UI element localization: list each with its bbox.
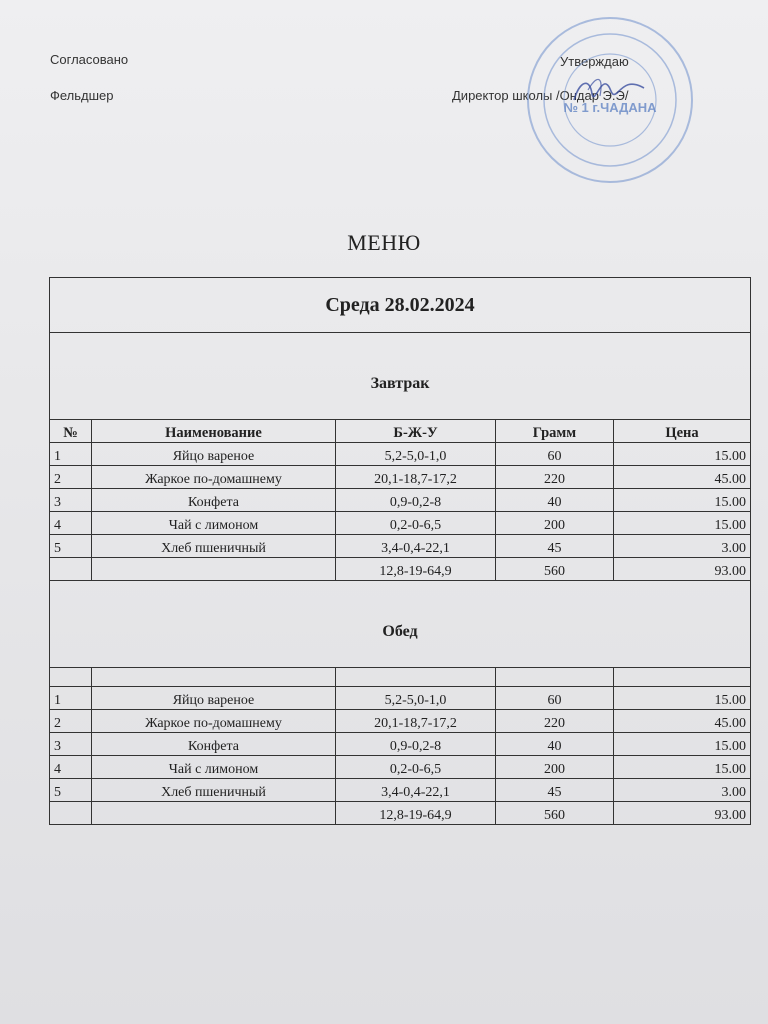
table-row — [50, 779, 751, 802]
row-bju: 0,9-0,2-8 — [336, 733, 496, 756]
row-name: Яйцо вареное — [92, 687, 336, 710]
table-row — [50, 466, 751, 489]
lunch-row — [50, 581, 751, 668]
row-gram: 40 — [496, 733, 614, 756]
row-bju: 5,2-5,0-1,0 — [336, 687, 496, 710]
table-row — [50, 489, 751, 512]
empty-cell — [336, 668, 496, 687]
row-price: 3.00 — [614, 779, 751, 802]
row-gram: 200 — [496, 756, 614, 779]
row-bju: 3,4-0,4-22,1 — [336, 535, 496, 558]
breakfast-heading: Завтрак — [50, 333, 751, 420]
row-name: Жаркое по-домашнему — [92, 466, 336, 489]
total-price: 93.00 — [614, 802, 751, 825]
empty-cell — [50, 668, 92, 687]
stamp-text: № 1 г.ЧАДАНА — [563, 100, 657, 115]
row-number: 3 — [50, 733, 92, 756]
row-name: Яйцо вареное — [92, 443, 336, 466]
table-row — [50, 733, 751, 756]
row-price: 15.00 — [614, 687, 751, 710]
breakfast-total-row — [50, 558, 751, 581]
table-row — [50, 687, 751, 710]
row-gram: 45 — [496, 535, 614, 558]
empty-cell — [92, 558, 336, 581]
row-number: 2 — [50, 466, 92, 489]
row-number: 3 — [50, 489, 92, 512]
table-row — [50, 710, 751, 733]
table-row — [50, 535, 751, 558]
empty-cell — [50, 802, 92, 825]
row-name: Хлеб пшеничный — [92, 779, 336, 802]
row-gram: 60 — [496, 443, 614, 466]
total-bju: 12,8-19-64,9 — [336, 558, 496, 581]
row-bju: 0,2-0-6,5 — [336, 756, 496, 779]
lunch-total-row — [50, 802, 751, 825]
row-name: Чай с лимоном — [92, 756, 336, 779]
table-header-row — [50, 420, 751, 443]
row-price: 15.00 — [614, 443, 751, 466]
row-gram: 40 — [496, 489, 614, 512]
total-gram: 560 — [496, 802, 614, 825]
confirm-label: Утверждаю — [560, 54, 629, 69]
row-number: 2 — [50, 710, 92, 733]
row-price: 15.00 — [614, 733, 751, 756]
row-name: Хлеб пшеничный — [92, 535, 336, 558]
lunch-heading: Обед — [50, 581, 751, 668]
row-price: 3.00 — [614, 535, 751, 558]
director-label: Директор школы /Ондар Э.Э/ — [452, 88, 629, 103]
row-name: Конфета — [92, 733, 336, 756]
document-title: МЕНЮ — [347, 230, 421, 255]
empty-cell — [614, 668, 751, 687]
day-row — [50, 278, 751, 333]
row-price: 15.00 — [614, 512, 751, 535]
table-row — [50, 512, 751, 535]
col-name: Наименование — [92, 420, 336, 443]
row-price: 45.00 — [614, 710, 751, 733]
row-bju: 20,1-18,7-17,2 — [336, 710, 496, 733]
row-gram: 200 — [496, 512, 614, 535]
row-price: 45.00 — [614, 466, 751, 489]
row-gram: 45 — [496, 779, 614, 802]
breakfast-row — [50, 333, 751, 420]
lunch-blank-row — [50, 668, 751, 687]
signature-icon — [570, 70, 650, 110]
row-price: 15.00 — [614, 756, 751, 779]
empty-cell — [92, 802, 336, 825]
feldsher-label: Фельдшер — [50, 88, 114, 103]
table-row — [50, 443, 751, 466]
total-bju: 12,8-19-64,9 — [336, 802, 496, 825]
row-number: 4 — [50, 512, 92, 535]
row-gram: 60 — [496, 687, 614, 710]
day-heading: Среда 28.02.2024 — [50, 278, 751, 333]
row-bju: 3,4-0,4-22,1 — [336, 779, 496, 802]
approved-label: Согласовано — [50, 52, 129, 67]
col-gram: Грамм — [496, 420, 614, 443]
row-number: 4 — [50, 756, 92, 779]
row-gram: 220 — [496, 466, 614, 489]
col-bju: Б-Ж-У — [336, 420, 496, 443]
row-number: 5 — [50, 779, 92, 802]
row-price: 15.00 — [614, 489, 751, 512]
row-name: Чай с лимоном — [92, 512, 336, 535]
row-bju: 0,9-0,2-8 — [336, 489, 496, 512]
row-bju: 5,2-5,0-1,0 — [336, 443, 496, 466]
empty-cell — [92, 668, 336, 687]
row-number: 1 — [50, 687, 92, 710]
row-name: Конфета — [92, 489, 336, 512]
empty-cell — [50, 558, 92, 581]
col-number: № — [50, 420, 92, 443]
row-name: Жаркое по-домашнему — [92, 710, 336, 733]
total-gram: 560 — [496, 558, 614, 581]
empty-cell — [496, 668, 614, 687]
table-row — [50, 756, 751, 779]
row-bju: 20,1-18,7-17,2 — [336, 466, 496, 489]
row-gram: 220 — [496, 710, 614, 733]
row-number: 1 — [50, 443, 92, 466]
row-bju: 0,2-0-6,5 — [336, 512, 496, 535]
menu-table — [49, 277, 751, 825]
total-price: 93.00 — [614, 558, 751, 581]
row-number: 5 — [50, 535, 92, 558]
col-price: Цена — [614, 420, 751, 443]
